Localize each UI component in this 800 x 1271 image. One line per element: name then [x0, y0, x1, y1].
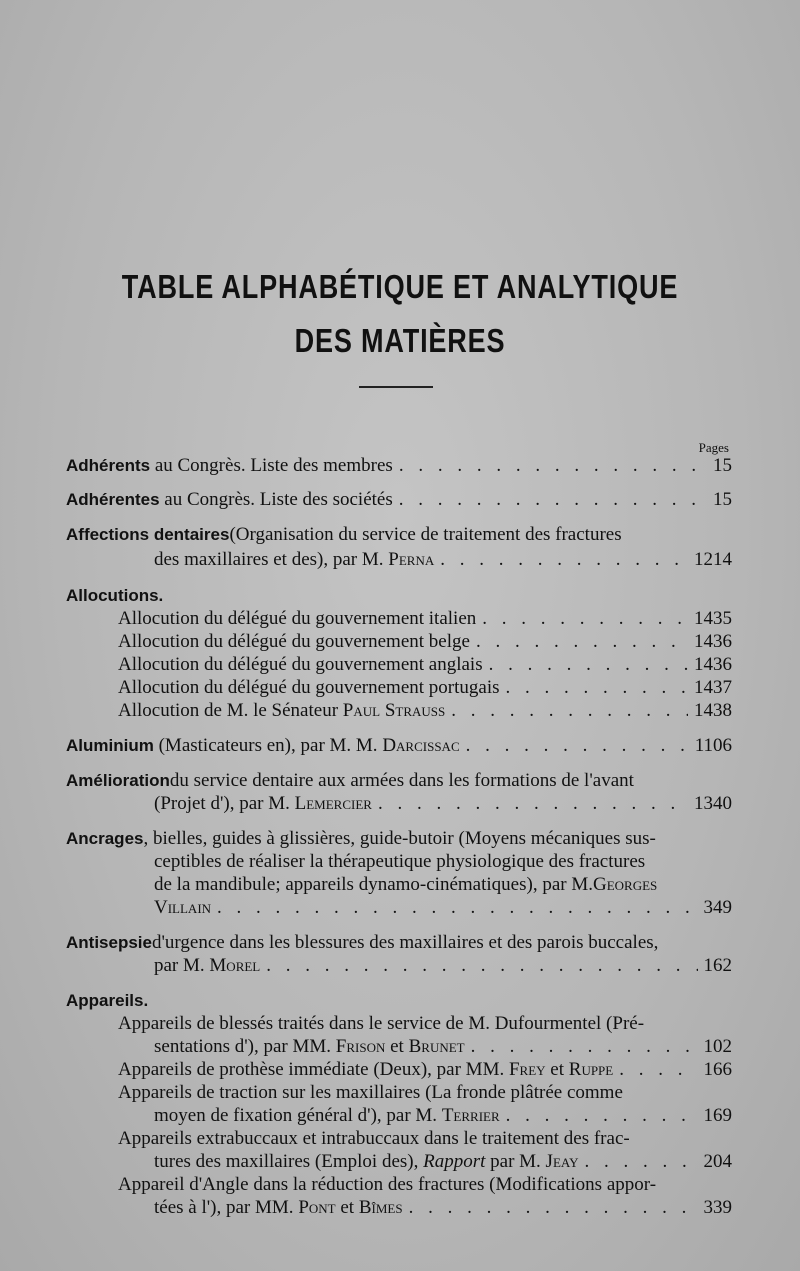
page-title-line2: DES MATIÈRES: [294, 322, 506, 359]
entry-head: Allocutions.: [66, 586, 164, 605]
appareils-item-line: [154, 1150, 732, 1173]
leader-dots: [470, 630, 688, 653]
page-number: 1437: [694, 677, 732, 698]
entry-amelioration-line1: [66, 769, 732, 792]
author-name: Frey: [508, 1059, 546, 1080]
appareils-item-line: [118, 1081, 738, 1104]
appareils-item-line: [154, 1196, 732, 1219]
author-name: Paul Strauss: [342, 700, 446, 721]
entry-text: au Congrès. Liste des membres: [150, 455, 393, 476]
entry-antisepsie-line1: [66, 931, 746, 954]
entry-aluminium: [66, 734, 732, 757]
author-name: Lemercier: [294, 793, 372, 814]
entry-head: Adhérentes: [66, 490, 160, 509]
leader-dots: [260, 954, 697, 977]
author-name: Brunet: [408, 1036, 465, 1057]
author-name: Perna: [388, 549, 435, 570]
leader-dots: [460, 734, 689, 757]
entry-text: Allocution du délégué du gouvernement belge: [118, 631, 470, 652]
entry-head: Antisepsie: [66, 933, 152, 952]
entry-text: de la mandibule; appareils dynamo-cinématiques), par M.: [154, 874, 593, 895]
leader-dots: [445, 699, 688, 722]
entry-ancrages-line3: [154, 873, 744, 896]
allocution-item: [118, 653, 732, 676]
entry-text: et: [545, 1059, 569, 1080]
entry-text: Allocution du délégué du gouvernement portugais: [118, 677, 500, 698]
page-number: 169: [703, 1105, 732, 1126]
entry-text: Allocution de M. le Sénateur: [118, 700, 343, 721]
leader-dots: [403, 1196, 698, 1219]
author-name: Pont: [298, 1197, 336, 1218]
entry-text: d'urgence dans les blessures des maxillaires et des parois buccales,: [151, 932, 659, 953]
leader-dots: [372, 792, 688, 815]
entry-text: Appareils de prothèse immédiate (Deux), par MM.: [118, 1059, 509, 1080]
entry-text: moyen de fixation général d'), par M.: [154, 1105, 442, 1126]
allocution-item: [118, 607, 732, 630]
allocution-item: [118, 676, 732, 699]
entry-head: Appareils.: [66, 991, 149, 1010]
entry-text: (Masticateurs en), par M. M.: [153, 735, 383, 756]
author-name: Georges: [592, 874, 658, 895]
title-divider: [359, 386, 433, 388]
leader-dots: [500, 676, 689, 699]
entry-head: Ancrages: [66, 829, 144, 848]
entry-head: Adhérents: [66, 456, 151, 475]
rapport-label: Rapport: [423, 1151, 486, 1172]
entry-affections-line1: [66, 523, 732, 546]
page-number: 339: [703, 1197, 732, 1218]
author-name: Terrier: [441, 1105, 500, 1126]
page-number: 1436: [694, 654, 732, 675]
entry-adherents: [66, 454, 732, 477]
page-number: 166: [703, 1059, 732, 1080]
entry-text: Appareils de traction sur les maxillaires (La fronde plâtrée comme: [118, 1082, 623, 1103]
entry-text: (Projet d'), par M.: [154, 793, 295, 814]
page-number: 1435: [694, 608, 732, 629]
leader-dots: [500, 1104, 698, 1127]
page-number: 1436: [694, 631, 732, 652]
author-name: Bîmes: [358, 1197, 403, 1218]
entry-antisepsie-line2: [154, 954, 732, 977]
entry-amelioration-line2: [154, 792, 732, 815]
appareils-item-line: [118, 1058, 732, 1081]
leader-dots: [465, 1035, 698, 1058]
author-name: Frison: [335, 1036, 386, 1057]
entry-text: par M.: [154, 955, 210, 976]
page-number: 204: [703, 1151, 732, 1172]
page-number: 1438: [694, 700, 732, 721]
page-number: 349: [703, 897, 732, 918]
entry-adherentes: [66, 488, 732, 511]
page-number: 1214: [694, 549, 732, 570]
page-number: 15: [713, 489, 732, 510]
page-title-line1: TABLE ALPHABÉTIQUE ET ANALYTIQUE: [121, 268, 679, 305]
author-name: Jeay: [545, 1151, 579, 1172]
leader-dots: [483, 653, 688, 676]
page-number: 1106: [694, 735, 732, 756]
author-name: Darcissac: [382, 735, 460, 756]
appareils-item-line: [154, 1104, 732, 1127]
entry-ancrages-line1: [66, 827, 746, 850]
entry-text: Allocution du délégué du gouvernement italien: [118, 608, 477, 629]
leader-dots: [211, 896, 697, 919]
entry-text: sentations d'), par MM.: [154, 1036, 336, 1057]
author-name: Villain: [154, 897, 212, 918]
pages-column-header: Pages: [698, 440, 729, 455]
entry-allocutions-head: [66, 584, 163, 607]
entry-ancrages-line2: [154, 850, 734, 873]
entry-head: Aluminium: [66, 736, 154, 755]
page-number: 102: [703, 1036, 732, 1057]
entry-text: tées à l'), par MM.: [154, 1197, 299, 1218]
entry-text: (Organisation du service de traitement des fractures: [229, 524, 622, 545]
author-name: Morel: [209, 955, 261, 976]
entry-appareils-head: [66, 989, 148, 1012]
appareils-item-line: [118, 1127, 738, 1150]
entry-text: ceptibles de réaliser la thérapeutique physiologique des fractures: [154, 851, 646, 872]
appareils-item-line: [118, 1012, 738, 1035]
appareils-item-line: [118, 1173, 738, 1196]
entry-text: des maxillaires et des), par M.: [154, 549, 389, 570]
entry-text: par M.: [485, 1151, 546, 1172]
page-number: 1340: [694, 793, 732, 814]
entry-text: tures des maxillaires (Emploi des),: [154, 1151, 424, 1172]
leader-dots: [613, 1058, 697, 1081]
entry-head: Amélioration: [66, 771, 170, 790]
allocution-item: [118, 630, 732, 653]
appareils-item-line: [154, 1035, 732, 1058]
page-number: 15: [713, 455, 732, 476]
leader-dots: [393, 454, 707, 477]
leader-dots: [578, 1150, 697, 1173]
page-number: 162: [703, 955, 732, 976]
entry-text: du service dentaire aux armées dans les formations de l'avant: [169, 770, 634, 791]
entry-text: Appareil d'Angle dans la réduction des fractures (Modifications appor-: [118, 1174, 657, 1195]
leader-dots: [476, 607, 688, 630]
entry-text: Allocution du délégué du gouvernement anglais: [118, 654, 483, 675]
entry-text: et: [335, 1197, 359, 1218]
leader-dots: [393, 488, 707, 511]
entry-text: , bielles, guides à glissières, guide-butoir (Moyens mécaniques sus-: [143, 828, 656, 849]
entry-affections-line2: [154, 548, 732, 571]
author-name: Ruppe: [568, 1059, 614, 1080]
entry-text: Appareils de blessés traités dans le service de M. Dufourmentel (Pré-: [118, 1013, 645, 1034]
entry-text: au Congrès. Liste des sociétés: [159, 489, 393, 510]
allocution-item: [118, 699, 732, 722]
entry-head: Affections dentaires: [66, 525, 230, 544]
leader-dots: [434, 548, 688, 571]
entry-ancrages-line4: [154, 896, 732, 919]
entry-text: Appareils extrabuccaux et intrabuccaux dans le traitement des frac-: [118, 1128, 630, 1149]
entry-text: et: [385, 1036, 409, 1057]
